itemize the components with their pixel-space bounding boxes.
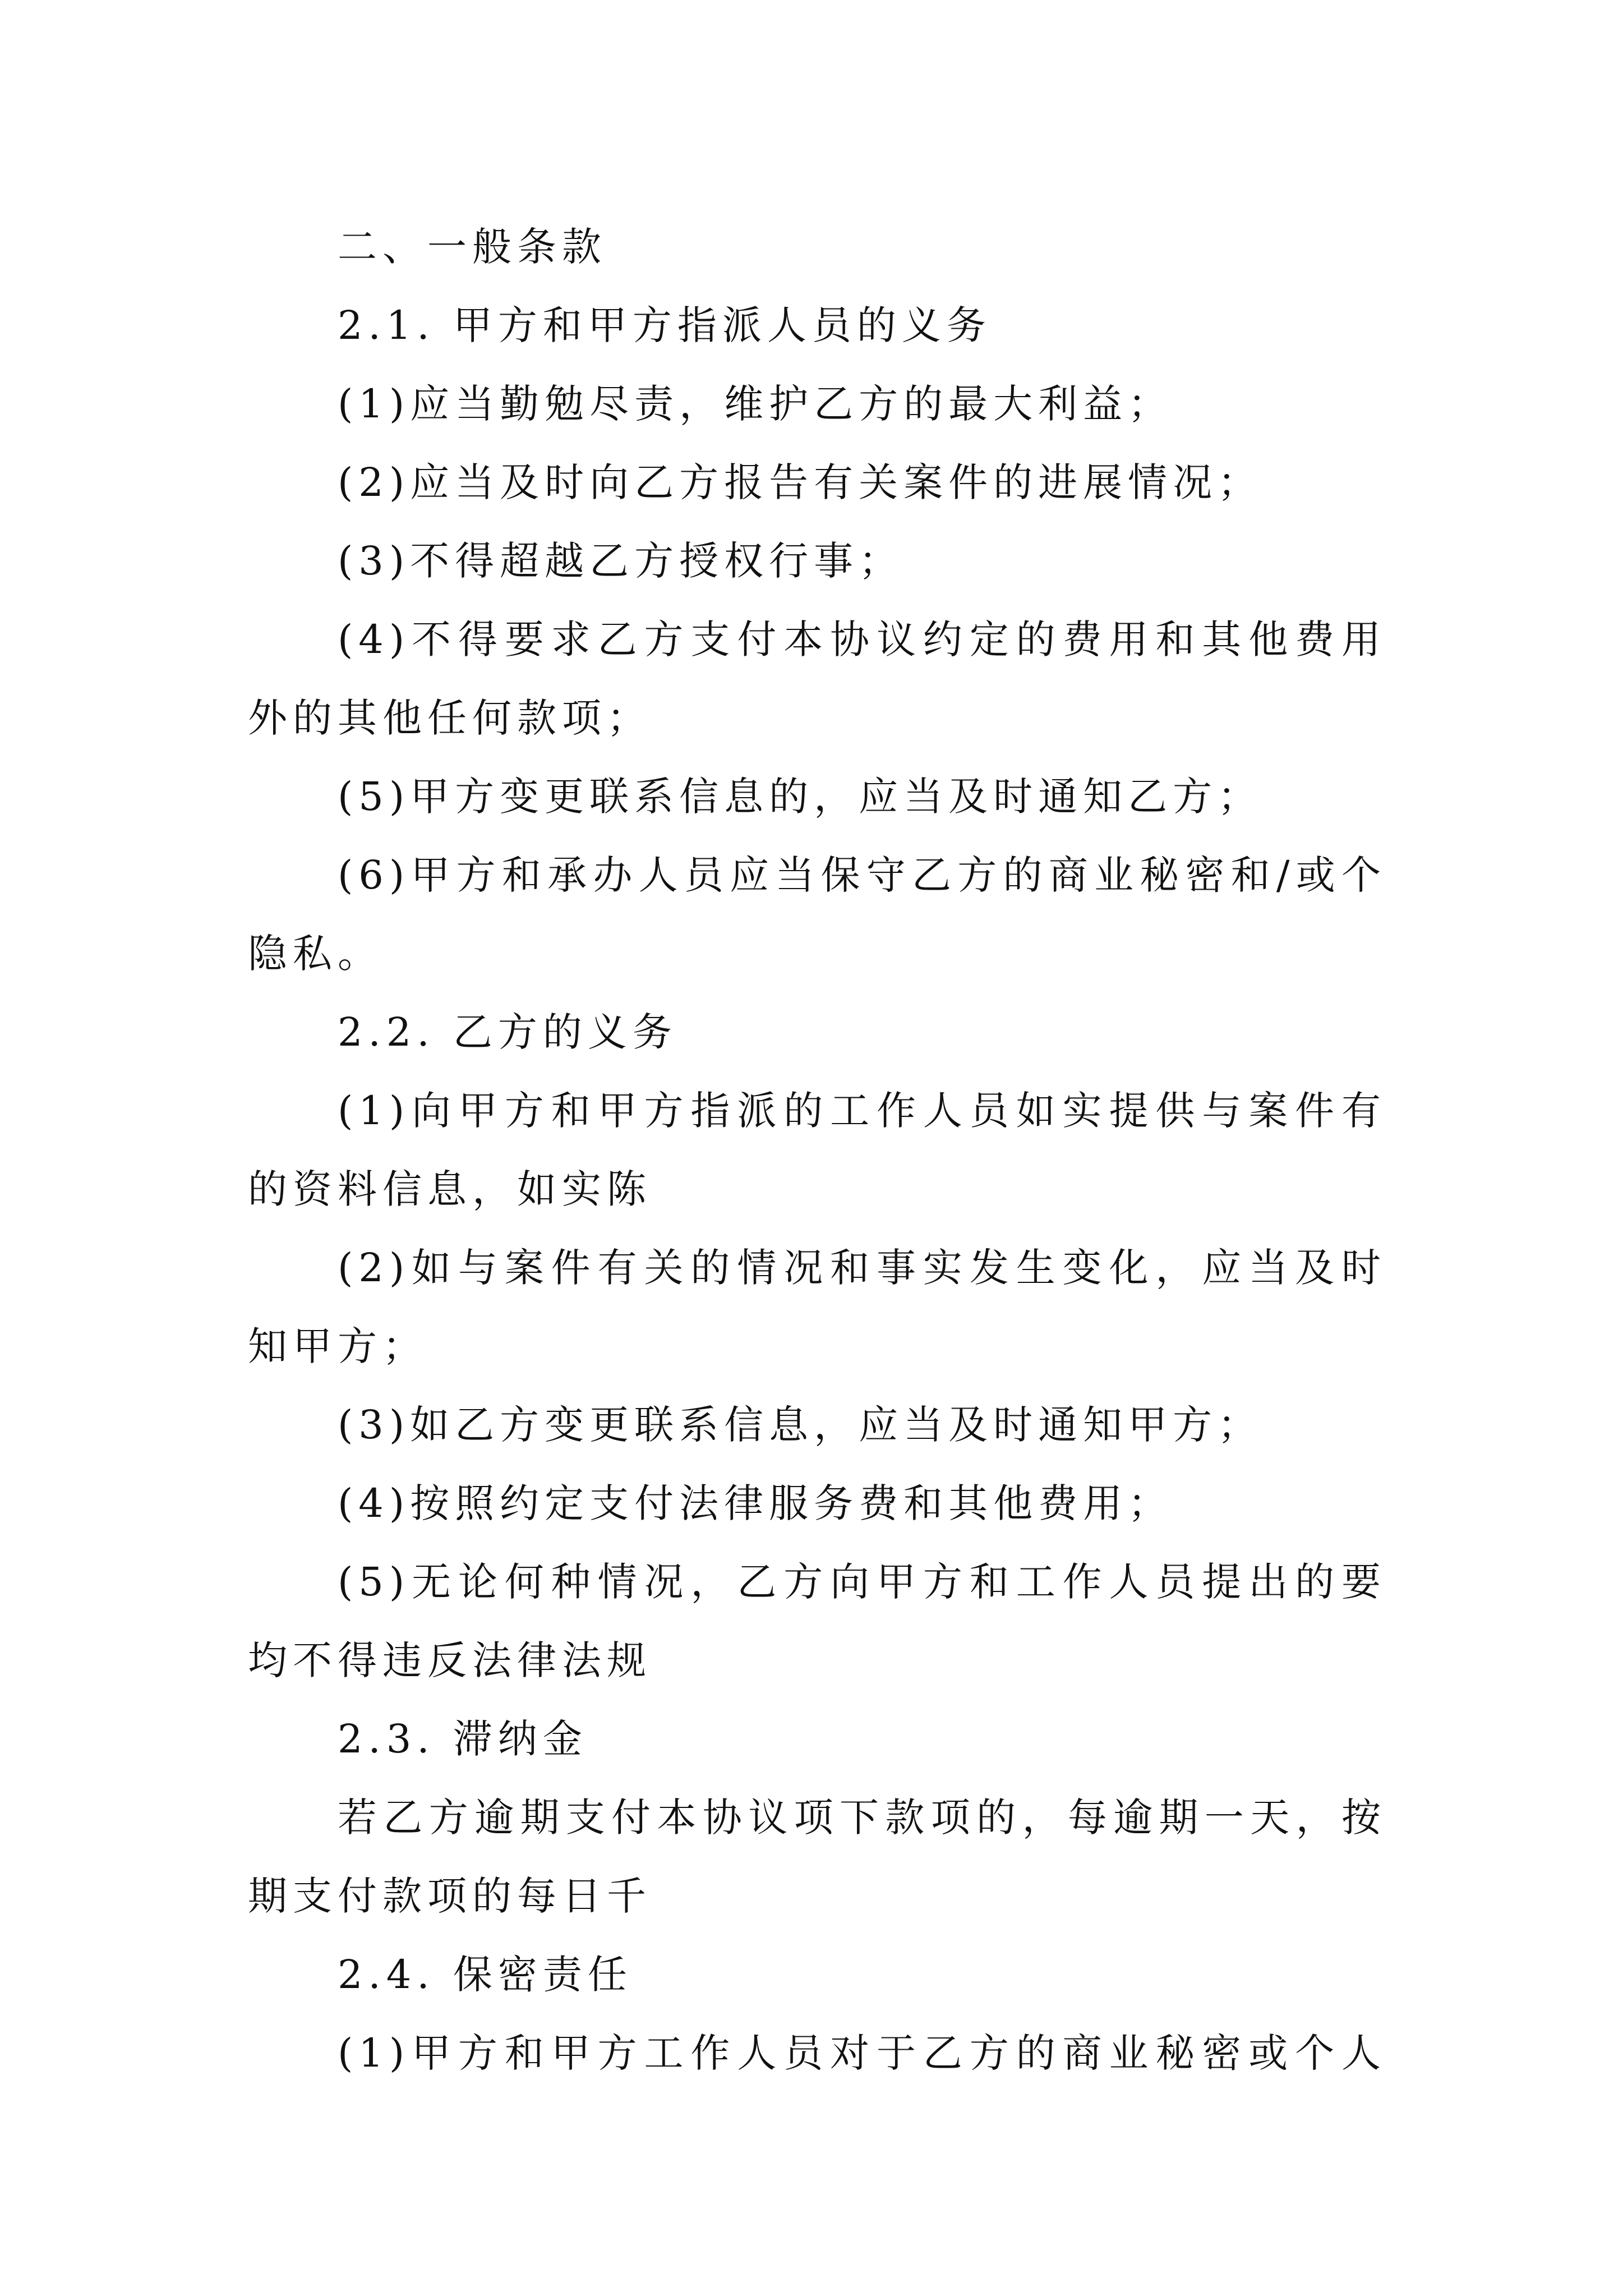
clause-2-2-item-5-line-1: (5)无论何种情况，乙方向甲方和工作人员提出的要 [338,1559,1386,1605]
clause-2-1-heading: 2.1. 甲方和甲方指派人员的义务 [338,302,992,348]
clause-2-3-text-line-1: 若乙方逾期支付本协议项下款项的，每逾期一天，按 [338,1795,1386,1841]
clause-2-1-item-1: (1)应当勤勉尽责，维护乙方的最大利益； [338,381,1173,427]
clause-2-2-item-4: (4)按照约定支付法律服务费和其他费用； [338,1480,1173,1526]
clause-2-2-item-1-line-1: (1)向甲方和甲方指派的工作人员如实提供与案件有 [338,1088,1386,1134]
clause-2-1-item-2: (2)应当及时向乙方报告有关案件的进展情况； [338,459,1263,505]
clause-2-3-heading: 2.3. 滞纳金 [338,1716,588,1762]
clause-2-1-item-6-line-2: 隐私。 [248,931,382,977]
clause-2-1-item-3: (3)不得超越乙方授权行事； [338,538,904,584]
clause-2-2-item-2-line-2: 知甲方； [248,1323,427,1369]
clause-2-2-item-5-line-2: 均不得违反法律法规 [248,1637,652,1683]
clause-2-2-item-3: (3)如乙方变更联系信息，应当及时通知甲方； [338,1402,1263,1448]
clause-2-2-item-1-line-2: 的资料信息，如实陈 [248,1166,652,1212]
clause-2-1-item-4-line-2: 外的其他任何款项； [248,695,652,741]
clause-2-1-item-4-line-1: (4)不得要求乙方支付本协议约定的费用和其他费用 [338,616,1386,662]
section-heading-general-terms: 二、一般条款 [338,224,607,270]
clause-2-3-text-line-2: 期支付款项的每日千 [248,1873,652,1919]
clause-2-1-item-5: (5)甲方变更联系信息的，应当及时通知乙方； [338,774,1263,820]
clause-2-2-item-2-line-1: (2)如与案件有关的情况和事实发生变化，应当及时 [338,1245,1386,1291]
clause-2-1-item-6-line-1: (6)甲方和承办人员应当保守乙方的商业秘密和/或个 [338,852,1386,898]
clause-2-4-heading: 2.4. 保密责任 [338,1952,633,1998]
clause-2-4-item-1-line-1: (1)甲方和甲方工作人员对于乙方的商业秘密或个人 [338,2030,1386,2076]
clause-2-2-heading: 2.2. 乙方的义务 [338,1009,677,1055]
document-body [248,208,1386,2092]
